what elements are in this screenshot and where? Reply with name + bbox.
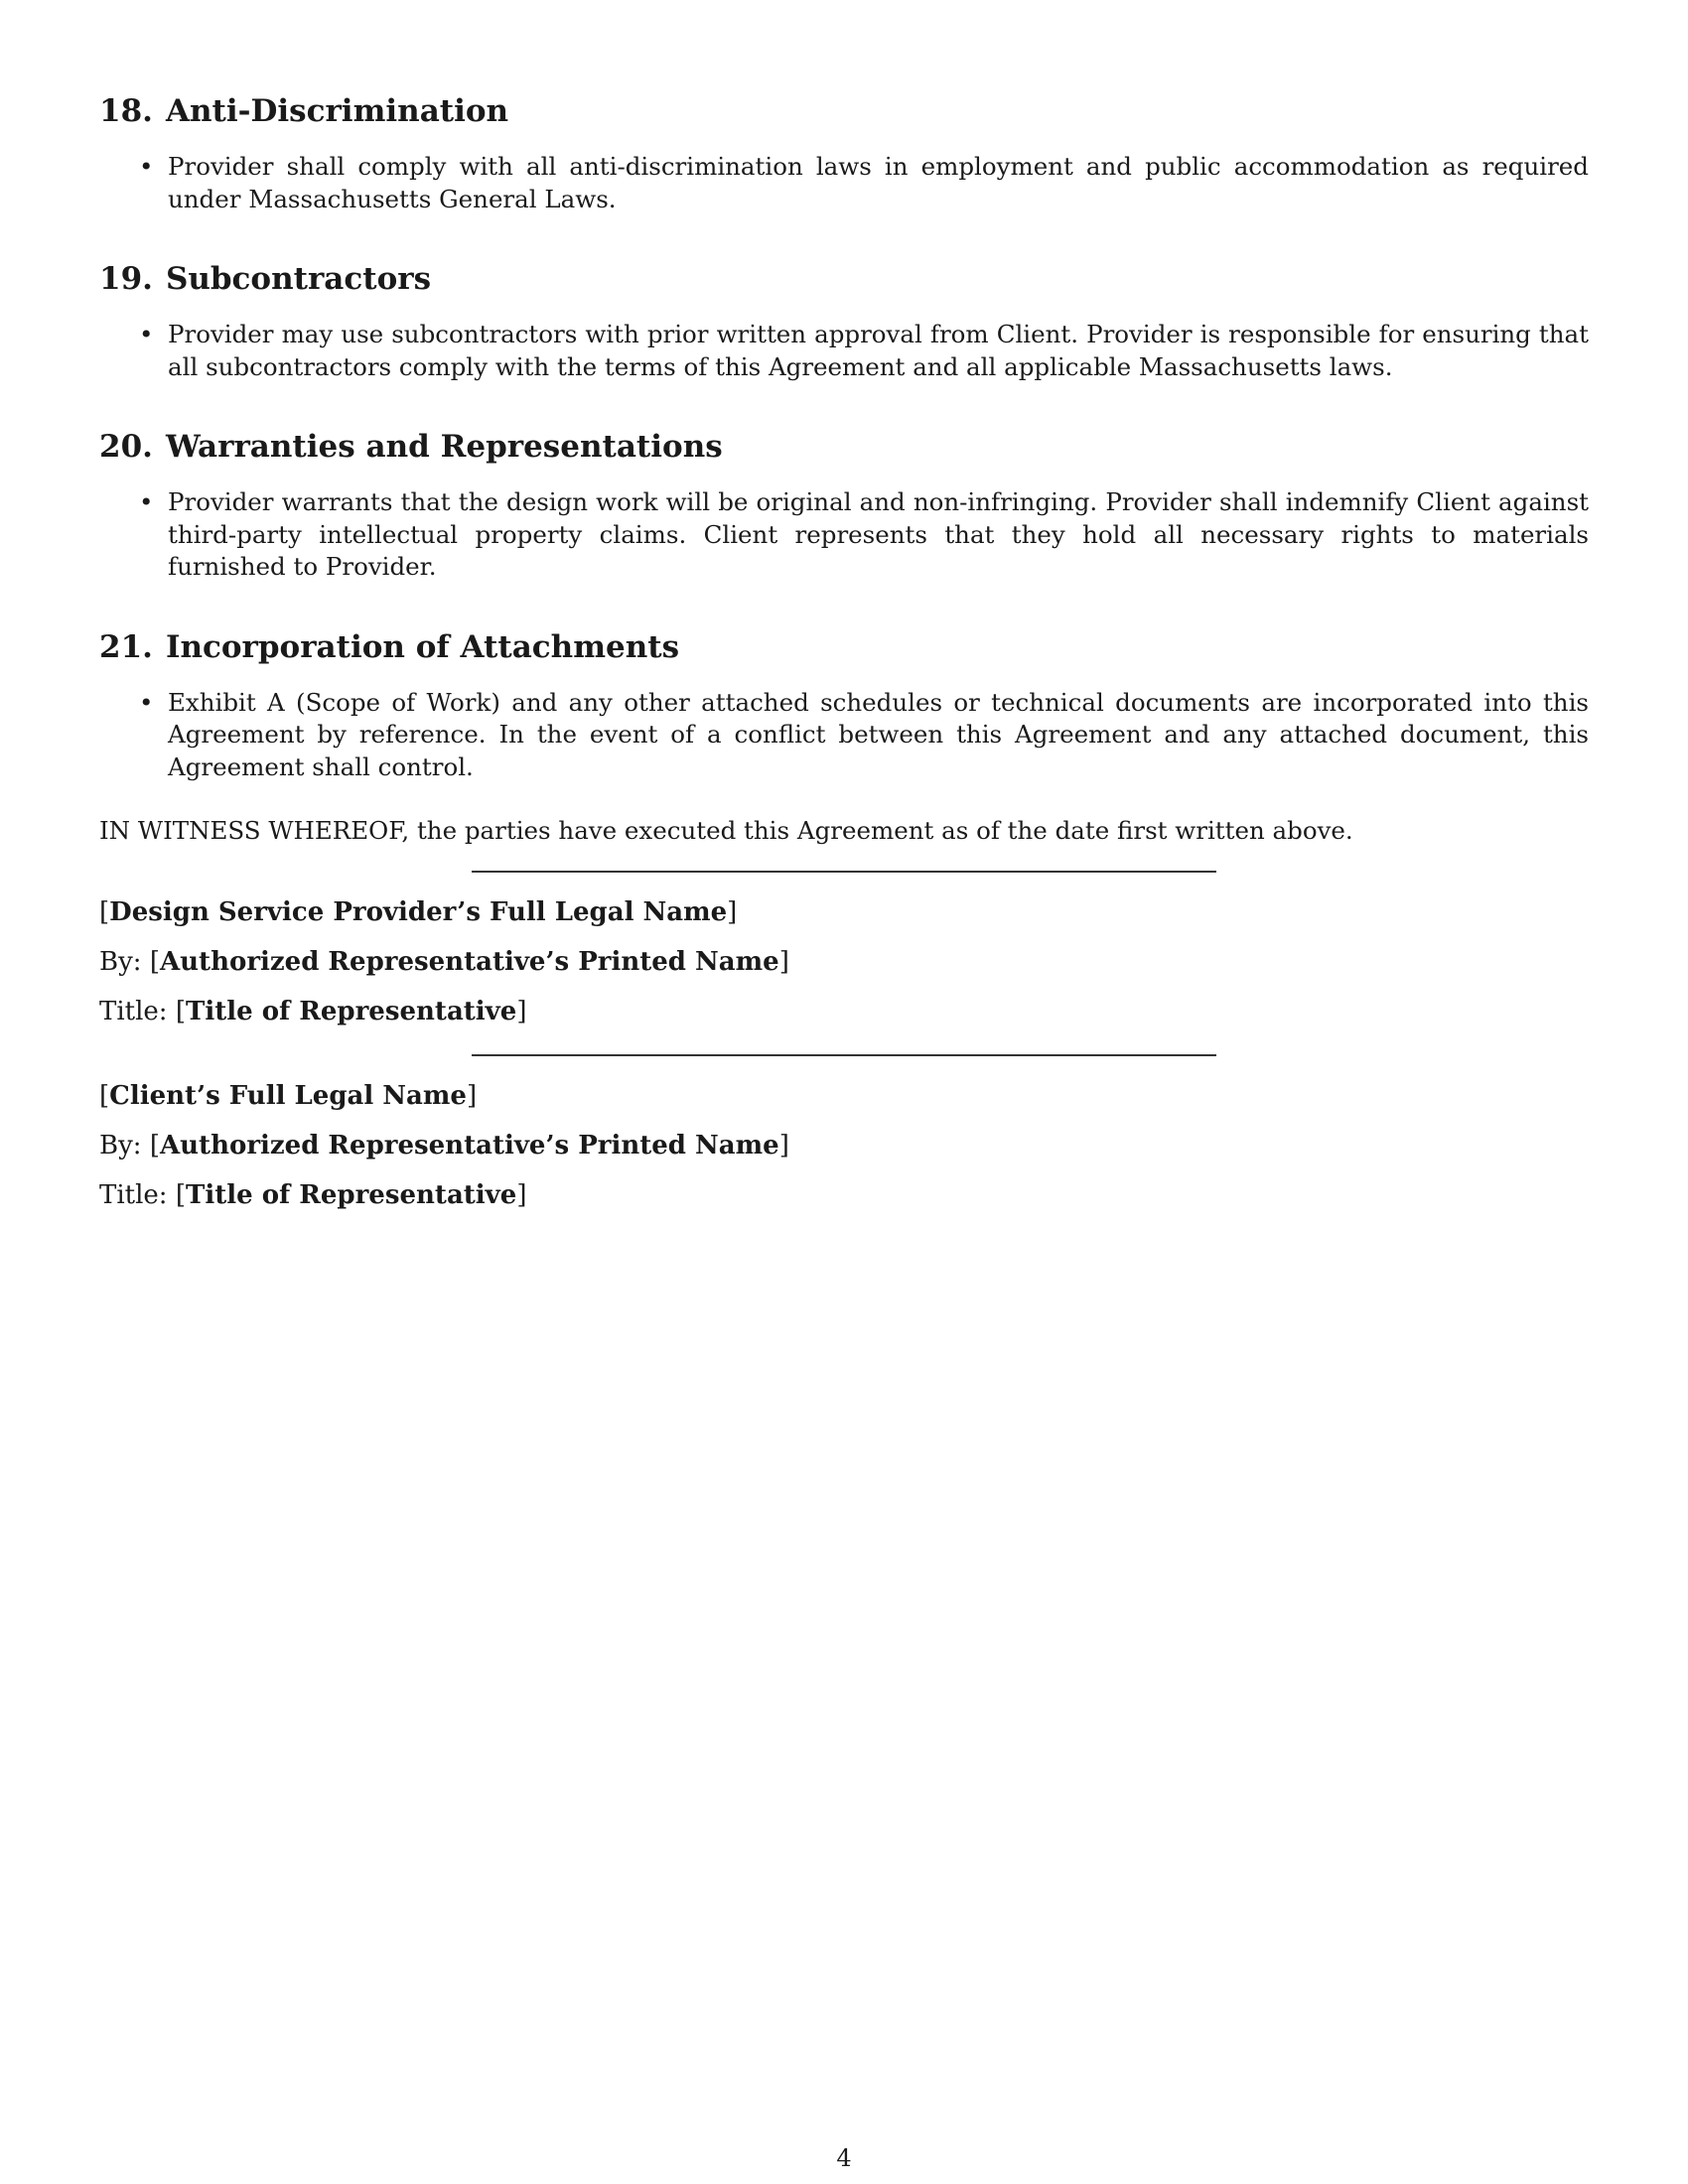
signature-line: [472, 871, 1216, 873]
section-subcontractors: [99, 259, 1589, 383]
bullet-icon: •: [139, 152, 154, 181]
provider-name-row: [Design Service Provider’s Full Legal Name]: [99, 897, 738, 927]
provider-title-row: Title: [Title of Representative]: [99, 997, 527, 1026]
section-number: 19.: [99, 261, 153, 297]
client-by-row: By: [Authorized Representative’s Printed Name]: [99, 1131, 789, 1160]
bullet-text: Exhibit A (Scope of Work) and any other attached schedules or technical documents are incorporated into this Agreement by reference. In the event of a conflict between this Agreement and any attached document, this Agreement shall control.: [168, 687, 1589, 781]
section-number: 21.: [99, 628, 153, 665]
bullet-list: [99, 319, 1589, 383]
section-title: Subcontractors: [165, 261, 432, 297]
provider-by-row: By: [Authorized Representative’s Printed Name]: [99, 947, 789, 977]
section-number: 18.: [99, 93, 153, 129]
bullet-icon: •: [139, 320, 154, 348]
section-heading: [99, 627, 1589, 667]
bullet-text: Provider may use subcontractors with prior written approval from Client. Provider is responsible for ensuring that all subcontractors comply with the terms of this Agreement and all applicable Massachusetts laws.: [168, 320, 1589, 381]
bullet-text: Provider warrants that the design work will be original and non-infringing. Provider shall indemnify Client against third-party intellectual property claims. Client represents that they hold all necessary rights to materials furnished to Provider.: [168, 487, 1589, 581]
bullet-list: [99, 151, 1589, 215]
section-attachments: [99, 627, 1589, 784]
bullet-text: Provider shall comply with all anti-discrimination laws in employment and public accommodation as required under Massachusetts General Laws.: [168, 152, 1589, 213]
section-heading: [99, 259, 1589, 299]
page-number: 4: [836, 2144, 852, 2172]
bullet-list: [99, 687, 1589, 784]
signature-line: [472, 1054, 1216, 1056]
title-label: Title:: [99, 997, 168, 1026]
list-item: [99, 687, 1589, 784]
section-heading: [99, 91, 1589, 131]
list-item: [99, 486, 1589, 584]
section-title: Incorporation of Attachments: [165, 628, 680, 665]
provider-signature-block: [99, 895, 1589, 1028]
section-number: 20.: [99, 429, 153, 465]
by-label: By:: [99, 1131, 142, 1160]
client-name-placeholder: Client’s Full Legal Name: [109, 1081, 467, 1111]
section-anti-discrimination: [99, 91, 1589, 215]
by-label: By:: [99, 947, 142, 977]
provider-representative-placeholder: Authorized Representative’s Printed Name: [159, 947, 779, 977]
section-title: Anti-Discrimination: [165, 93, 509, 129]
title-label: Title:: [99, 1180, 168, 1210]
section-warranties: [99, 427, 1589, 584]
provider-name-placeholder: Design Service Provider’s Full Legal Name: [109, 897, 728, 927]
list-item: [99, 151, 1589, 215]
list-item: [99, 319, 1589, 383]
client-signature-block: [99, 1079, 1589, 1212]
bullet-list: [99, 486, 1589, 584]
client-representative-placeholder: Authorized Representative’s Printed Name: [159, 1131, 779, 1160]
document-page: [99, 91, 1589, 1228]
bullet-icon: •: [139, 687, 154, 717]
bullet-icon: •: [139, 487, 154, 516]
witness-statement: IN WITNESS WHEREOF, the parties have executed this Agreement as of the date first written above.: [99, 816, 1353, 845]
client-title-placeholder: Title of Representative: [186, 1180, 517, 1210]
section-title: Warranties and Representations: [165, 429, 723, 465]
client-title-row: Title: [Title of Representative]: [99, 1180, 527, 1210]
client-name-row: [Client’s Full Legal Name]: [99, 1081, 478, 1111]
provider-title-placeholder: Title of Representative: [186, 997, 517, 1026]
section-heading: [99, 427, 1589, 467]
